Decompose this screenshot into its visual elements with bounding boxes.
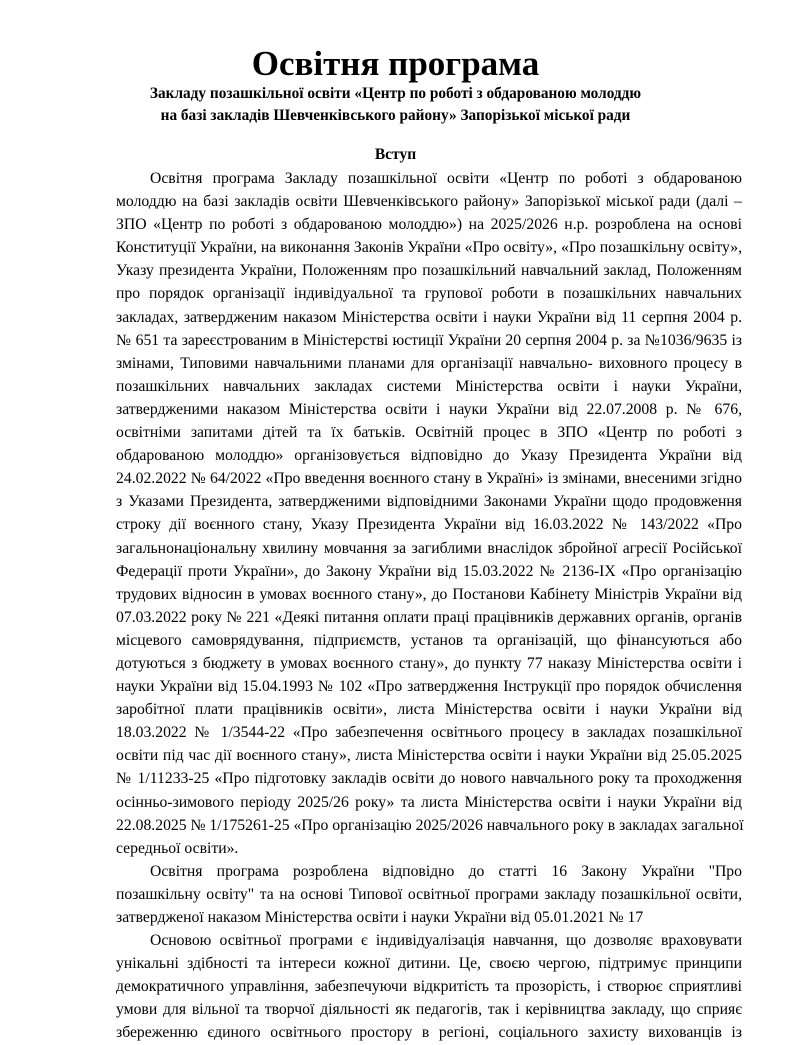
paragraph-line: молоддю на базі закладів освіти Шевченківського району» Запорізької міської ради (далі – [116, 193, 742, 211]
paragraph-line: освіти під час дії воєнного стану», листа Міністерства освіти і науки України від 25.05.2025 [116, 747, 742, 765]
subtitle-line: Закладу позашкільної освіти «Центр по роботі з обдарованою молоддю [149, 85, 642, 102]
paragraph-line: строку дії воєнного стану, Указу Президента України від 16.03.2022 № 143/2022 «Про [116, 516, 742, 534]
paragraph-line: з Указами Президента, затвердженими відповідними Законами України щодо продовження [116, 493, 742, 511]
paragraph-line: Основою освітньої програми є індивідуалізація навчання, що дозволяє враховувати [150, 932, 742, 950]
paragraph [116, 860, 742, 929]
paragraph-line: місцевого самоврядування, підприємств, установ та організацій, що фінансуються або [116, 631, 742, 649]
paragraph-line: позашкільних навчальних закладах системи Міністерства освіти і науки України, [116, 377, 742, 395]
paragraph-line: осінньо-зимового періоду 2025/26 року» та листа Міністерства освіти і науки України від [116, 793, 742, 811]
paragraph-line: затвердженої наказом Міністерства освіти і науки України від 05.01.2021 № 17 [116, 909, 644, 926]
paragraph-line: обдарованою молоддю» організовується відповідно до Указу Президента України від [116, 447, 742, 465]
paragraph-line: освітніми запитами дітей та їх батьків. Освітній процес в ЗПО «Центр по роботі з [116, 424, 742, 442]
document-body [116, 167, 742, 1045]
document-title: Освітня програма [251, 44, 540, 83]
paragraph-line: затвердженими наказом Міністерства освіти і науки України від 22.07.2008 р. № 676, [116, 400, 742, 418]
paragraph-line: закладах, затвердженим наказом Міністерства освіти і науки України від 11 серпня 2004 р. [116, 308, 742, 326]
paragraph-line: Указу президента України, Положенням про позашкільний навчальний заклад, Положенням [116, 262, 742, 280]
paragraph-line: ЗПО «Центр по роботі з обдарованою молоддю») на 2025/2026 н.р. розроблена на основі [116, 216, 742, 234]
paragraph-line: умови для вільної та творчої діяльності як педагогів, так і керівництва закладу, що сприяє [116, 1001, 742, 1019]
paragraph-line: загальнонаціональну хвилину мовчання за загиблими внаслідок збройної агресії Російської [116, 539, 742, 557]
paragraph-line: Федерації проти України», до Закону України від 15.03.2022 № 2136-IX «Про організацію [116, 562, 742, 580]
paragraph-line: заробітної плати працівників освіти», листа Міністерства освіти і науки України від [116, 701, 742, 719]
paragraph-line: 18.03.2022 № 1/3544-22 «Про забезпечення освітнього процесу в закладах позашкільної [116, 724, 742, 742]
paragraph-line: 22.08.2025 № 1/175261-25 «Про організацію 2025/2026 навчального року в закладах загальної [116, 816, 744, 834]
paragraph-line: № 651 та зареєстрованим в Міністерстві юстиції України 20 серпня 2004 р. за №1036/9635 із [116, 331, 742, 349]
paragraph [116, 929, 742, 1044]
paragraph-line: позашкільну освіту" та на основі Типової освітньої програми закладу позашкільної освіти, [116, 885, 742, 903]
subtitle-line: на базі закладів Шевченківського району» Запорізької міської ради [160, 107, 631, 124]
paragraph-line: № 1/11233-25 «Про підготовку закладів освіти до нового навчального року та проходження [116, 770, 742, 788]
paragraph-line: Конституції України, на виконання Законів України «Про освіту», «Про позашкільну освіту», [116, 239, 742, 257]
paragraph-line: збереженню єдиного освітнього простору в регіоні, соціального захисту вихованців із [116, 1024, 742, 1042]
section-heading: Вступ [374, 146, 417, 163]
paragraph-line: Освітня програма Закладу позашкільної освіти «Центр по роботі з обдарованою [150, 170, 742, 187]
paragraph-line: демократичного управління, забезпечуючи відкритість та прозорість, і створює сприятливі [116, 978, 742, 996]
paragraph-line: Освітня програма розроблена відповідно до статті 16 Закону України "Про [150, 862, 742, 880]
paragraph-line: 24.02.2022 № 64/2022 «Про введення воєнного стану в Україні» із змінами, внесеними згідно [116, 470, 742, 488]
paragraph-line: про порядок організації індивідуальної та групової роботи в позашкільних навчальних [116, 285, 742, 303]
paragraph-line: трудових відносин в умовах воєнного стану», до Постанови Кабінету Міністрів України від [116, 585, 742, 603]
paragraph-line: унікальні здібності та інтереси кожної дитини. Це, своєю чергою, підтримує принципи [116, 955, 742, 973]
paragraph-line: науки України від 15.04.1993 № 102 «Про затвердження Інструкції про порядок обчислення [116, 678, 742, 696]
paragraph-line: середньої освіти». [116, 839, 239, 857]
document-subtitle [0, 83, 791, 127]
paragraph-line: дотуються з бюджету в умовах воєнного стану», до пункту 77 наказу Міністерства освіти і [116, 654, 742, 672]
paragraph-line: 07.03.2022 року № 221 «Деякі питання оплати праці працівників державних органів, органів [116, 608, 742, 626]
paragraph-line: змінами, Типовими навчальними планами для організації навчально- виховного процесу в [116, 354, 742, 372]
paragraph [116, 167, 742, 860]
